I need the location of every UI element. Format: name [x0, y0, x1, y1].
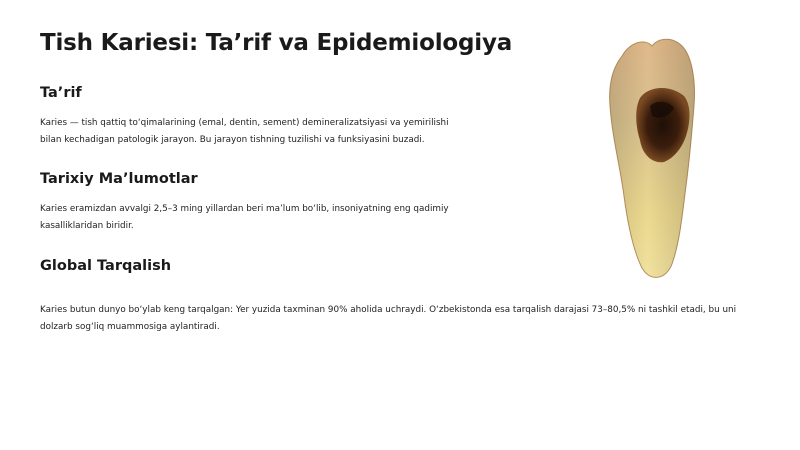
definition-text: Karies — tish qattiq to‘qimalarining (emal, dentin, sement) demineralizatsiyasi va yemirilishi bilan kechadigan patologik jarayon. Bu jarayon tishning tuzilishi va funksiyasini buzadi. — [40, 118, 449, 145]
global-spread-heading: Global Tarqalish — [40, 258, 172, 274]
carious-tooth-image — [600, 36, 710, 286]
slide-title: Tish Kariesi: Ta’rif va Epidemiologiya — [40, 30, 513, 56]
global-spread-text: Karies butun dunyo bo‘ylab keng tarqalgan: Yer yuzida taxminan 90% aholida uchraydi. O‘zbekistonda esa tarqalish darajasi 73–80,5% ni tashkil etadi, bu uni dolzarb sog‘liq muammosiga aylantiradi. — [40, 305, 737, 332]
history-heading: Tarixiy Ma’lumotlar — [40, 171, 198, 187]
definition-heading: Ta’rif — [40, 85, 82, 101]
history-text: Karies eramizdan avvalgi 2,5–3 ming yillardan beri ma’lum bo‘lib, insoniyatning eng qadimiy kasalliklaridan biridir. — [40, 204, 449, 231]
